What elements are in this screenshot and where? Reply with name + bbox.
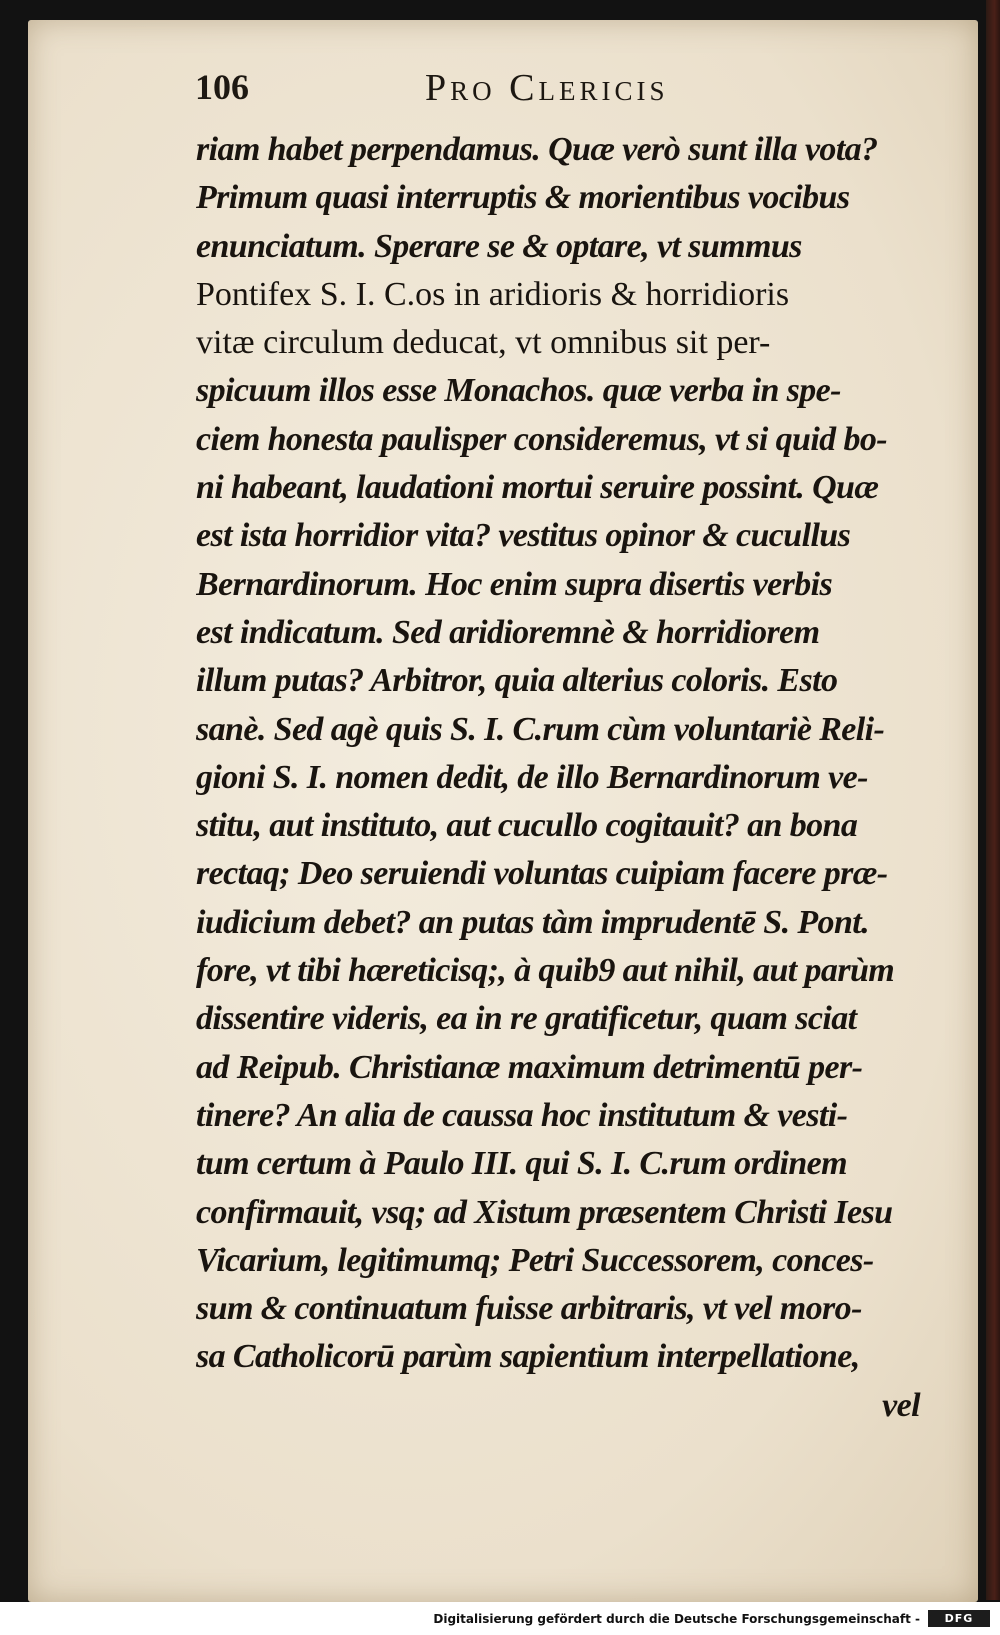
text-line: illum putas? Arbitror, quia alterius coloris. Esto: [196, 662, 838, 700]
text-line: vitæ circulum deducat, vt omnibus sit per-: [196, 324, 771, 362]
text-line: tinere? An alia de caussa hoc institutum & vesti-: [196, 1096, 848, 1134]
text-line: Bernardinorum. Hoc enim supra disertis verbis: [196, 565, 833, 603]
catchword: vel: [882, 1386, 920, 1424]
book-edge: [986, 0, 1000, 1600]
text-line: riam habet perpendamus. Quæ verò sunt illa vota?: [196, 131, 878, 168]
text-line: sanè. Sed agè quis S. I. C.rum cùm voluntariè Reli-: [196, 710, 885, 748]
page-number: 106: [195, 67, 249, 107]
footer-bar: [0, 1602, 1000, 1635]
text-line: iudicium debet? an putas tàm imprudentē S. Pont.: [196, 903, 870, 941]
dfg-logo: DFG: [928, 1610, 990, 1627]
funding-credit: Digitalisierung gefördert durch die Deutsche Forschungsgemeinschaft -: [433, 1612, 920, 1626]
text-line: confirmauit, vsq; ad Xistum præsentem Christi Iesu: [196, 1193, 893, 1231]
text-line: Pontifex S. I. C.os in aridioris & horridioris: [196, 275, 790, 313]
text-line: Vicarium, legitimumq; Petri Successorem, conces-: [196, 1241, 874, 1279]
text-line: spicuum illos esse Monachos. quæ verba in spe-: [196, 372, 841, 410]
page-header: [195, 66, 755, 116]
text-line: ciem honesta paulisper consideremus, vt si quid bo-: [196, 420, 887, 458]
text-line: dissentire videris, ea in re gratificetur, quam sciat: [196, 1000, 857, 1038]
text-line: sum & continuatum fuisse arbitraris, vt vel moro-: [196, 1290, 862, 1328]
text-line: ad Reipub. Christianæ maximum detrimentū per-: [196, 1048, 863, 1086]
text-block: [196, 126, 932, 1430]
running-head: Pro Clericis: [425, 67, 669, 109]
text-line: sa Catholicorū parùm sapientium interpellatione,: [196, 1338, 860, 1376]
text-line: Primum quasi interruptis & morientibus vocibus: [196, 179, 850, 217]
text-line: tum certum à Paulo III. qui S. I. C.rum ordinem: [196, 1145, 848, 1183]
text-line: est indicatum. Sed aridioremnè & horridiorem: [196, 613, 820, 651]
text-line: gioni S. I. nomen dedit, de illo Bernardinorum ve-: [196, 758, 868, 796]
text-line: enunciatum. Sperare se & optare, vt summus: [196, 227, 802, 265]
text-line: rectaq; Deo seruiendi voluntas cuipiam facere præ-: [196, 855, 888, 893]
text-line: est ista horridior vita? vestitus opinor & cucullus: [196, 517, 851, 555]
text-line: fore, vt tibi hæreticisq;, à quib9 aut nihil, aut parùm: [196, 952, 895, 990]
text-line: stitu, aut instituto, aut cucullo cogitauit? an bona: [196, 807, 858, 845]
text-line: ni habeant, laudationi mortui seruire possint. Quæ: [196, 469, 879, 507]
